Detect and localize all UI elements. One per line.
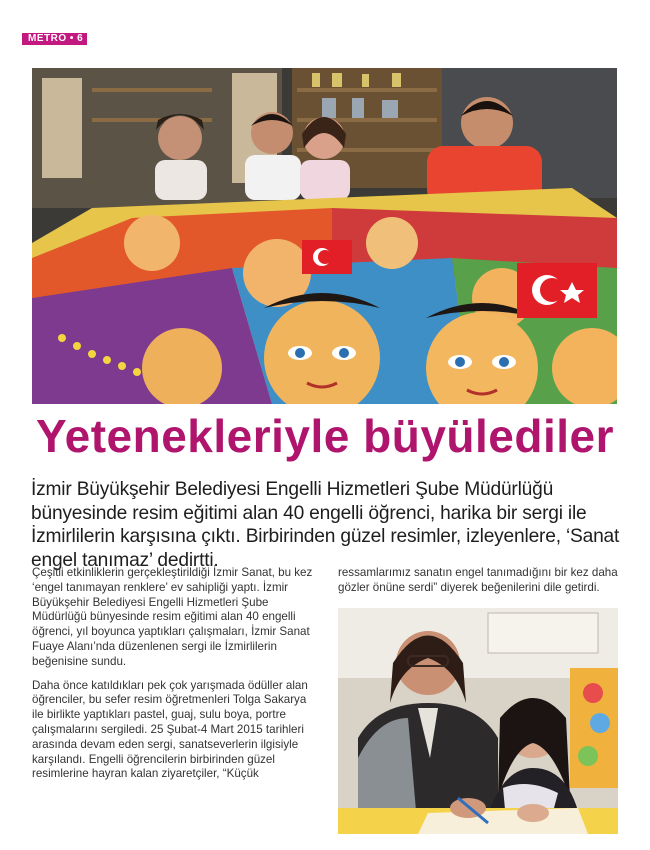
article-column-right bbox=[338, 566, 620, 605]
article-paragraph: Daha önce katıldıkları pek çok yarışmada ödüller alan öğrenciler, bu sefer resim öğretmenleri Tolga Sakarya ile birlikte yaptıkları pastel, guaj, sulu boya, portre çalışmalarını sergiledi. 25 Şubat-4 Mart 2015 tarihleri arasında devam eden sergi, sanatseverlerin ilgisiyle karşılandı. Engelli öğrencilerin birbirinden güzel resimlerine hayran kalan ziyaretçiler, “Küçük bbox=[32, 678, 308, 781]
hero-photo-illustration bbox=[32, 68, 617, 404]
hero-photo bbox=[32, 68, 617, 404]
lead-paragraph: İzmir Büyükşehir Belediyesi Engelli Hizmetleri Şube Müdürlüğü bünyesinde resim eğitimi alan 40 engelli öğrenci, harika bir sergi ile İzmirlilerin karşısına çıktı. Birbirinden güzel resimler, izleyenlere, ‘Sanat engel tanımaz’ dedirtti. bbox=[31, 479, 620, 571]
secondary-photo bbox=[338, 608, 618, 834]
article-paragraph: ressamlarımız sanatın engel tanımadığını bir kez daha gözler önüne serdi” diyerek beğenilerini dile getirdi. bbox=[338, 566, 618, 594]
article-column-left bbox=[32, 566, 314, 791]
headline: Yetenekleriyle büyülediler bbox=[35, 410, 615, 462]
secondary-photo-illustration bbox=[338, 608, 618, 834]
section-tag: METRO • 6 bbox=[22, 33, 87, 45]
article-paragraph: Çeşitli etkinliklerin gerçekleştirildiği İzmir Sanat, bu kez ‘engel tanımayan renklere’ ev sahipliği yaptı. İzmir Büyükşehir Belediyesi Engelli Hizmetleri Şube Müdürlüğü bünyesinde resim eğitimi alan 40 engelli öğrenci, yıl boyunca yaptıkları çalışmaları, İzmir Sanat Fuaye Alanı’nda düzenlenen sergi ile İzmirlilerin beğenisine sundu. bbox=[32, 566, 313, 668]
